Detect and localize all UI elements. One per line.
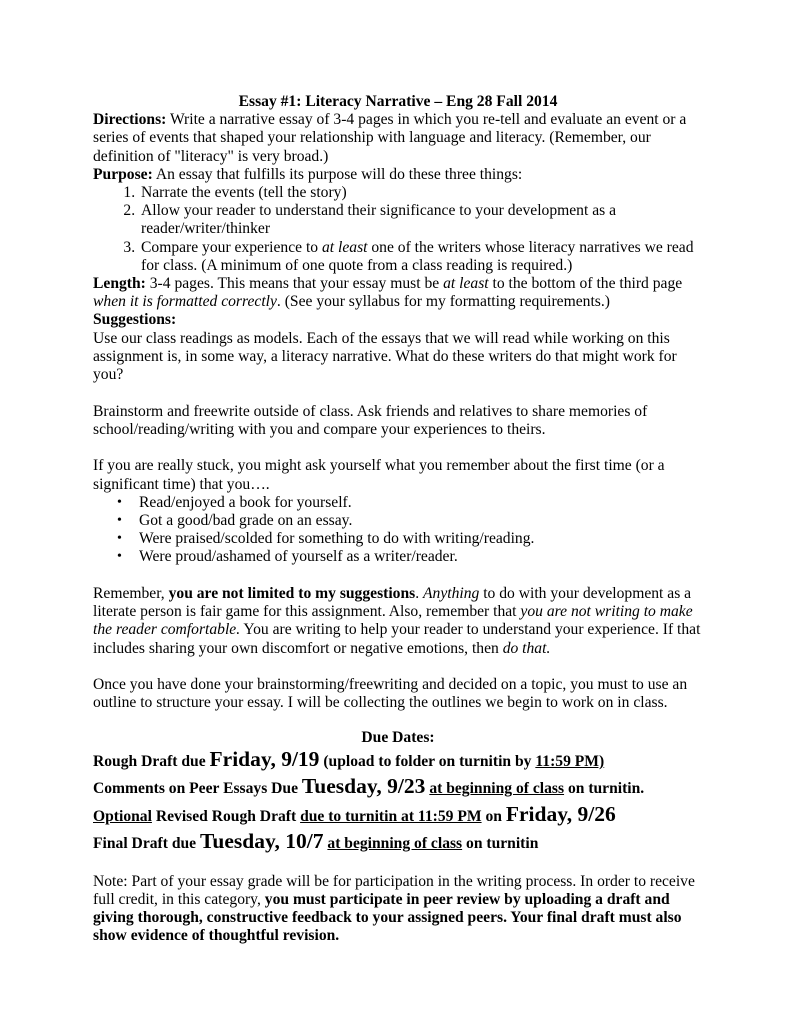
purpose-paragraph	[93, 166, 703, 184]
purpose-text: An essay that fulfills its purpose will do these three things:	[152, 165, 523, 183]
outline-paragraph: Once you have done your brainstorming/freewriting and decided on a topic, you must to use an outline to structure your essay. I will be collecting the outlines we begin to work on in class.	[93, 676, 688, 712]
bullet-item: • Were praised/scolded for something to do with writing/reading.	[117, 530, 535, 548]
directions-label: Directions:	[93, 111, 167, 129]
directions-text: Write a narrative essay of 3-4 pages in which you re-tell and evaluate an event or a series of events that shaped your relationship with language and literacy. (Remember, our definition of "literacy" is very broad.)	[93, 111, 687, 165]
due-dates-heading: Due Dates:	[361, 728, 435, 746]
due-final-draft: Final Draft due Tuesday, 10/7 at beginning of class on turnitin	[93, 829, 539, 854]
purpose-item: 3. Compare your experience to at least one of the writers whose literacy narratives we read for class. (A minimum of one quote from a class reading is required.)	[139, 239, 703, 275]
suggestions-paragraph-2: Brainstorm and freewrite outside of class. Ask friends and relatives to share memories of school/reading/writing with you and compare your experiences to theirs.	[93, 402, 648, 438]
bullet-item: • Got a good/bad grade on an essay.	[117, 512, 353, 530]
bullet-item: • Read/enjoyed a book for yourself.	[117, 493, 352, 511]
note-paragraph: Note: Part of your essay grade will be for participation in the writing process. In order to receive full credit, in this category, you must participate in peer review by uploading a draft and giving thorough, constructive feedback to your assigned peers. Your final draft must also show evidence of thoughtful revision.	[93, 872, 695, 945]
purpose-label: Purpose:	[93, 165, 153, 183]
purpose-list	[93, 184, 703, 275]
bullet-item: • Were proud/ashamed of yourself as a writer/reader.	[117, 548, 458, 566]
bullet-icon: •	[117, 531, 122, 547]
length-paragraph: Length: 3-4 pages. This means that your essay must be at least to the bottom of the third page when it is formatted correctly. (See your syllabus for my formatting requirements.)	[93, 275, 683, 311]
length-label: Length:	[93, 275, 146, 293]
suggestions-bullet-list	[93, 494, 703, 567]
suggestions-label: Suggestions:	[93, 311, 177, 329]
bullet-icon: •	[117, 513, 122, 529]
purpose-item: 1. Narrate the events (tell the story)	[139, 184, 703, 202]
directions-paragraph	[93, 111, 703, 166]
bullet-icon: •	[117, 549, 122, 565]
suggestions-paragraph-1: Use our class readings as models. Each of the essays that we will read while working on this assignment is, in some way, a literacy narrative. What do these writers do that might work for you?	[93, 329, 677, 384]
bullet-icon: •	[117, 494, 122, 510]
due-peer-comments: Comments on Peer Essays Due Tuesday, 9/23 at beginning of class on turnitin.	[93, 774, 645, 799]
document-title: Essay #1: Literacy Narrative – Eng 28 Fall 2014	[238, 93, 558, 110]
suggestions-paragraph-3: If you are really stuck, you might ask yourself what you remember about the first time (or a significant time) that you….	[93, 457, 665, 493]
remember-paragraph: Remember, you are not limited to my suggestions. Anything to do with your development as a literate person is fair game for this assignment. Also, remember that you are not writing to make the reader comfortable. You are writing to help your reader to understand your experience. If that includes sharing your own discomfort or negative emotions, then do that.	[93, 585, 701, 657]
purpose-item: 2. Allow your reader to understand their significance to your development as a reader/writer/thinker	[139, 202, 703, 238]
due-optional-revision: Optional Revised Rough Draft due to turnitin at 11:59 PM on Friday, 9/26	[93, 801, 616, 826]
document-page	[93, 93, 703, 946]
due-rough-draft: Rough Draft due Friday, 9/19 (upload to folder on turnitin by 11:59 PM)	[93, 746, 605, 771]
